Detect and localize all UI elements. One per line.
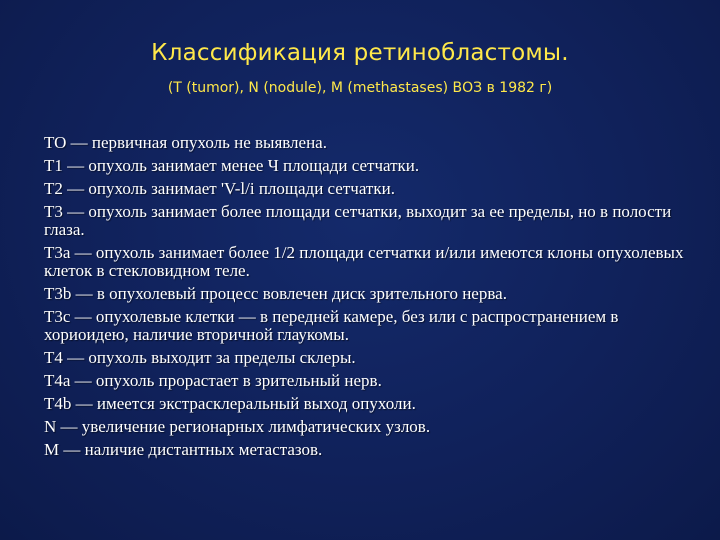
list-item-t0: TO — первичная опухоль не выявлена. (44, 133, 327, 152)
list-item-t1: T1 — опухоль занимает менее Ч площади сетчатки. (44, 156, 420, 175)
slide-title: Классификация ретинобластомы. (151, 40, 569, 66)
list-item-t4: T4 — опухоль выходит за пределы склеры. (44, 348, 356, 367)
list-item-t3c: T3c — опухолевые клетки — в передней камере, без или с распространением в хориоидею, наличие вторичной глаукомы. (44, 307, 619, 344)
classification-list (44, 134, 684, 464)
list-item-t3b: T3b — в опухолевый процесс вовлечен диск зрительного нерва. (44, 284, 507, 303)
list-item-t2: T2 — опухоль занимает 'V-l/i площади сетчатки. (44, 179, 395, 198)
list-item-t4a: T4a — опухоль прорастает в зрительный нерв. (44, 371, 382, 390)
list-item-t3a: T3a — опухоль занимает более 1/2 площади сетчатки и/или имеются клоны опухолевых клеток в стекловидном теле. (44, 243, 684, 280)
list-item-t3: T3 — опухоль занимает более площади сетчатки, выходит за ее пределы, но в полости глаза. (44, 202, 672, 239)
list-item-m: M — наличие дистантных метастазов. (44, 440, 323, 459)
list-item-t4b: T4b — имеется экстрасклеральный выход опухоли. (44, 394, 416, 413)
list-item-n: N — увеличение регионарных лимфатических узлов. (44, 417, 431, 436)
slide-subtitle: (T (tumor), N (nodule), M (methastases) ВОЗ в 1982 г) (167, 80, 553, 96)
